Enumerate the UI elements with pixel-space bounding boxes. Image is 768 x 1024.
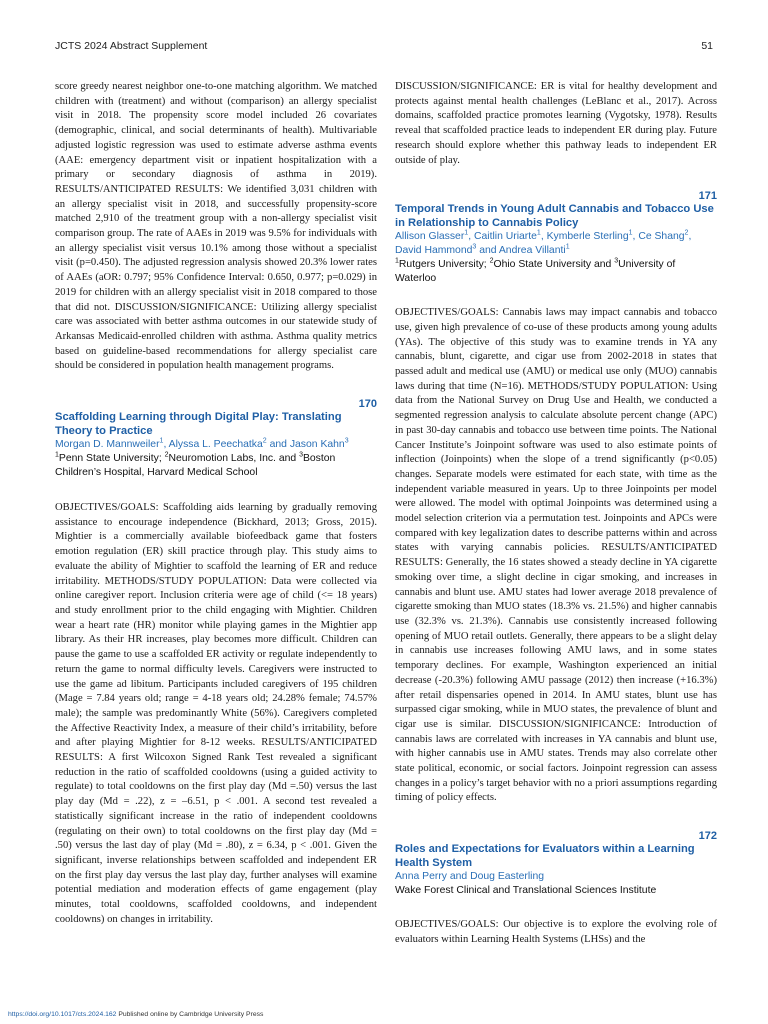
abstract-172-body: OBJECTIVES/GOALS: Our objective is to explore the evolving role of evaluators within Learning Health Systems (LHSs) and the — [395, 919, 717, 945]
affiliation-superscript: 2 — [489, 257, 494, 265]
page-number: 51 — [701, 40, 713, 52]
abstract-170-authors — [55, 438, 377, 452]
footer-publisher: Published online by Cambridge University Press — [116, 1011, 264, 1018]
author-link[interactable]: Kymberle Sterling — [546, 231, 629, 243]
author-superscript: 3 — [344, 437, 349, 445]
abstract-171-affiliations — [395, 258, 717, 286]
author-and: and — [269, 439, 287, 451]
abstract-172-affiliation: Wake Forest Clinical and Translational Sciences Institute — [395, 885, 657, 897]
author-link[interactable]: Allison Glasser — [395, 231, 465, 243]
author-separator: , — [632, 231, 639, 243]
page-footer — [8, 1011, 263, 1018]
author-superscript: 2 — [684, 229, 689, 237]
affiliation-superscript: 3 — [299, 451, 303, 459]
affiliation-superscript: 1 — [55, 451, 59, 459]
abstract-171-title: Temporal Trends in Young Adult Cannabis and Tobacco Use in Relationship to Cannabis Policy — [395, 203, 714, 230]
abstract-170-continuation: DISCUSSION/SIGNIFICANCE: ER is vital for healthy development and protects against mental health challenges (LeBlanc et al., 2017). Across domains, scaffolded practice promotes learning (Vygotsky, 1978). Results reveal that scaffolded practice leads to independent ER during play. Future research should explore whether this pathway leads to independent ER outside of play. — [395, 81, 717, 166]
abstract-172-number: 172 — [698, 830, 717, 843]
author-link[interactable]: Ce Shang — [638, 231, 685, 243]
author-superscript: 1 — [628, 229, 633, 237]
author-link[interactable]: Alyssa L. Peechatka — [168, 439, 263, 451]
affiliation-text: Ohio State University and — [493, 259, 612, 271]
author-link[interactable]: Morgan D. Mannweiler — [55, 439, 160, 451]
author-superscript: 1 — [464, 229, 469, 237]
affiliation-text: Neuromotion Labs, Inc. and — [168, 453, 297, 465]
abstract-171-number: 171 — [698, 190, 717, 203]
doi-link[interactable]: https://doi.org/10.1017/cts.2024.162 — [8, 1011, 117, 1018]
author-link[interactable]: Doug Easterling — [470, 871, 545, 883]
abstract-172-authors — [395, 870, 717, 884]
author-superscript: 1 — [536, 229, 541, 237]
affiliation-superscript: 1 — [395, 257, 399, 265]
author-link[interactable]: Caitlin Uriarte — [473, 231, 537, 243]
author-superscript: 1 — [565, 243, 570, 251]
affiliation-text: Boston Children’s Hospital, Harvard Medical School — [55, 453, 336, 479]
affiliation-text: Rutgers University; — [398, 259, 487, 271]
author-link[interactable]: David Hammond — [395, 245, 473, 257]
author-and: and — [479, 245, 497, 257]
abstract-170-title: Scaffolding Learning through Digital Play: Translating Theory to Practice — [55, 411, 342, 438]
left-column — [55, 80, 377, 927]
author-superscript: 1 — [159, 437, 164, 445]
affiliation-superscript: 3 — [614, 257, 619, 265]
author-link[interactable]: Andrea Villanti — [498, 245, 566, 257]
author-separator: , — [688, 231, 692, 243]
abstract-171-authors — [395, 230, 717, 258]
abstract-171-body: OBJECTIVES/GOALS: Cannabis laws may impact cannabis and tobacco use, given high prevalence of co-use of these products among young adults (YAs). The objective of this study was to examine trends in YA any cannabis, blunt, cigarette, and cigar use from 2002-2018 in states that passed adult and medical use (AMU) or medical use only (MUO) cannabis laws during that time (N=16). METHODS/STUDY POPULATION: Using data from the National Survey on Drug Use and Health, we conducted a segmented regression analysis to calculate absolute percent change (APC) in past 30-day cannabis and tobacco use between time points. The National Cancer Institute’s Joinpoint software was used to also estimate points of inflection (Joinpoints) when the slope of a trend significantly (p<0.05) changes. Separate models were estimated for each state, with time as the independent variable measured in years. Up to three Joinpoints per model were allowed. The model with optimal Joinpoints was determined using a model selection criterion via a permutation test. Joinpoints and APCs were compared with key legalization dates to describe patterns within and across states with varying cannabis policies. RESULTS/ANTICIPATED RESULTS: Generally, the 16 states showed a steady decline in YA cigarette smoking over time, a slight decline in cigar smoking, and increases in cannabis and blunt use. AMU states had lower average 2018 prevalence of cigarette smoking than MUO states (18.3% vs. 21.5%) and higher cannabis use (32.3% vs. 21.3%). Cannabis use consistently increased following opening of MUO retail outlets. Generally, there appears to be a slight delay in cannabis use increases following AMU laws, and in some states temporary declines. For example, Washington experienced an initial decrease (-20.3%) following AMU passage (2012) then increase (+16.3%) after retail dispensaries opened in 2014. In AMU states, blunt use has surpassed cigar smoking, while in MUO states, the prevalence of blunt and cigar use is similar. DISCUSSION/SIGNIFICANCE: Introduction of cannabis laws are correlated with increases in YA cannabis and blunt use, with higher cannabis use in AMU states. Trends may also correlate other state political, economic, or social factors. Joinpoint regression can assess changes in a policy’s target behavior with no a priori assumptions regarding timing of policy effects. — [395, 307, 717, 804]
affiliation-superscript: 2 — [164, 451, 169, 459]
affiliation-text: University of Waterloo — [395, 259, 676, 285]
abstract-169-continuation: score greedy nearest neighbor one-to-one matching algorithm. We matched children with (treatment) and without (comparison) an allergy specialist visit in 2018. The propensity score model included 26 covariates (demographic, clinical, and social determinants of health). Multivariable adjusted logistic regression was used to estimate adverse asthma events (AAE: emergency department visit or inpatient hospitalization with a primary or secondary diagnosis of asthma in 2019). RESULTS/ANTICIPATED RESULTS: We identified 3,031 children with an allergy specialist visit in 2018, and successfully propensity-score matched 2,910 of the treatment group with a non-allergy specialist visit comparison group. The rate of AAEs in 2019 was 9.5% for individuals with an allergy specialist visit versus 10.1% among those without a specialist visit (p=0.450). The adjusted regression analysis showed 20.3% lower rates of AAEs (aOR: 0.797; 95% Confidence Interval: 0.650, 0.977; p=0.029) in 2019 for children with an allergy specialist visit in 2018 compared to those that did not. DISCUSSION/SIGNIFICANCE: Utilizing allergy specialist care was associated with better asthma outcomes in our statewide study of Arkansas Medicaid-enrolled children with asthma. Asthma quality metrics based on guideline-based recommendations for allergy specialist care should be considered in population health management programs. — [55, 81, 377, 372]
author-separator: , — [163, 439, 169, 451]
author-link[interactable]: Anna Perry — [395, 871, 447, 883]
author-separator: , — [540, 231, 547, 243]
abstract-170-number: 170 — [358, 398, 377, 411]
abstract-172-title: Roles and Expectations for Evaluators within a Learning Health System — [395, 843, 695, 870]
right-column — [395, 80, 717, 948]
author-superscript: 2 — [262, 437, 267, 445]
abstract-170-body: OBJECTIVES/GOALS: Scaffolding aids learning by gradually removing assistance to encourage independence (Bickhard, 2013; Gross, 2015). Mightier is a commercially available biofeedback game that fosters emotion regulation (ER) skill practice through play. This study aims to evaluate the ability of Mightier to scaffold the learning of ER and reduce irritability. METHODS/STUDY POPULATION: Data were collected via online caregiver report. Inclusion criteria were age of child (<= 18 years) and study enrollment prior to the child engaging with Mightier. Children wear a heart rate (HR) monitor while playing games in the Mightier app library. As their HR increases, play becomes more difficult. Children can pause the game to use a scaffolded ER activity or regulate independently to return the game to normal difficulty levels. Caregivers were instructed to use the game ad libitum. Participants included caregivers of 195 children (Mage = 7.84 years old; range = 4-18 years old; 24.28% female; 74.57% male); the sample was predominantly White (56%). Caregivers completed the Affective Reactivity Index, a measure of their child’s irritability, before and after playing Mightier for 8-12 weeks. RESULTS/ANTICIPATED RESULTS: A first Wilcoxon Signed Rank Test revealed a significant reduction in the ratio of scaffolded cooldowns (using a guided activity to regulate) to total cooldowns on the first play day (Md =.50) versus the last play day (Md = .22), z = –6.51, p < .001. A second test revealed a statistically significant increase in the ratio of independent cooldowns (regulating on their own) to total cooldowns on the first play day (Md = .50) versus the last day of play (Md = .80), z = 6.34, p < .001. Given the significant, inverse relationships between scaffolded and independent ER on the first play day versus the last play day, further analyses will examine potential mediation and moderation effects of game engagement (play minutes, total cooldowns, scaffolded cooldowns, and independent cooldowns) on changes in irritability. — [55, 502, 377, 925]
abstract-170-affiliations — [55, 452, 377, 480]
author-link[interactable]: Jason Kahn — [289, 439, 345, 451]
affiliation-text: Penn State University; — [58, 453, 162, 465]
author-superscript: 3 — [472, 243, 477, 251]
running-header: JCTS 2024 Abstract Supplement — [55, 40, 208, 52]
author-and: and — [449, 871, 468, 883]
author-separator: , — [468, 231, 474, 243]
